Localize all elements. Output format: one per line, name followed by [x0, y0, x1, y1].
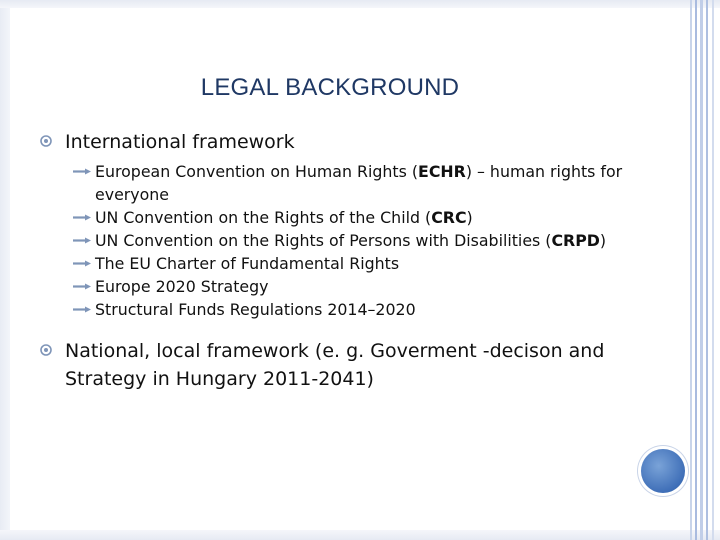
stripe [690, 0, 692, 540]
item-abbreviation: ECHR [418, 162, 466, 181]
item-text: ) – human rights for everyone [95, 162, 623, 204]
item-abbreviation: CRPD [551, 231, 600, 250]
item-abbreviation: CRC [431, 208, 467, 227]
decorative-side-stripes [686, 0, 720, 540]
list-item [40, 275, 640, 298]
circle-bullet-icon [40, 135, 52, 147]
dash-bullet-icon [72, 237, 92, 244]
item-text: ) [599, 231, 607, 250]
item-text: ) [466, 208, 473, 227]
circle-bullet-icon [40, 344, 52, 356]
list-item [40, 206, 640, 229]
list-item [40, 160, 640, 206]
international-items [40, 160, 640, 321]
slide-frame-top [0, 0, 720, 8]
list-item [40, 252, 640, 275]
dash-bullet-icon [72, 260, 92, 267]
section-heading: National, local framework (e. g. Goverment -decison and Strategy in Hungary 2011-2041) [65, 340, 605, 390]
slide-content [40, 128, 640, 393]
item-text: UN Convention on the Rights of the Child ( [95, 208, 432, 227]
stripe [695, 0, 697, 540]
slide-title: LEGAL BACKGROUND [200, 74, 460, 101]
item-text: Europe 2020 Strategy [95, 277, 269, 296]
decorative-circle [641, 449, 685, 493]
slide-frame-bottom [0, 530, 720, 540]
item-text: European Convention on Human Rights ( [95, 162, 419, 181]
section-international [40, 128, 640, 156]
dash-bullet-icon [72, 214, 92, 221]
section-heading: International framework [65, 131, 295, 153]
list-item [40, 229, 640, 252]
section-national [40, 337, 640, 393]
dash-bullet-icon [72, 283, 92, 290]
item-text: Structural Funds Regulations 2014–2020 [95, 300, 416, 319]
list-item [40, 298, 640, 321]
stripe [700, 0, 703, 540]
item-text: The EU Charter of Fundamental Rights [95, 254, 400, 273]
stripe [712, 0, 714, 540]
stripe [706, 0, 708, 540]
dash-bullet-icon [72, 168, 92, 175]
dash-bullet-icon [72, 306, 92, 313]
item-text: UN Convention on the Rights of Persons with Disabilities ( [95, 231, 552, 250]
